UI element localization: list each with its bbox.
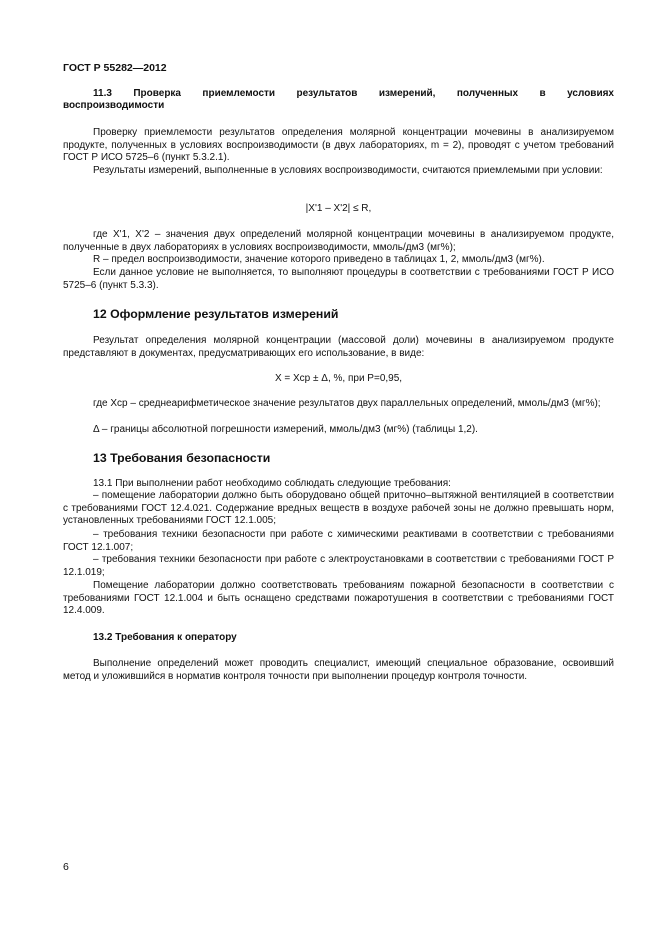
formula-explanation: R – предел воспроизводимости, значение которого приведено в таблицах 1, 2, ммоль/дм3 (мг%). <box>93 254 545 265</box>
paragraph: Если данное условие не выполняется, то выполняют процедуры в соответствии с требованиями ГОСТ Р ИСО 5725–6 (пункт 5.3.3). <box>63 267 614 291</box>
list-item: – помещение лаборатории должно быть оборудовано общей приточно–вытяжной вентиляцией в соответствии с требованиями ГОСТ 12.4.021. Содержание вредных веществ в воздухе рабочей зоны не должно превышать норм, установленных требованиями ГОСТ 12.1.005; <box>63 490 614 527</box>
formula-explanation: Δ – границы абсолютной погрешности измерений, ммоль/дм3 (мг%) (таблицы 1,2). <box>93 424 478 435</box>
paragraph: Результат определения молярной концентрации (массовой доли) мочевины в анализируемом продукте представляют в документах, предусматривающих его использование, в виде: <box>63 335 614 359</box>
paragraph: Выполнение определений может проводить специалист, имеющий специальное образование, освоивший метод и уложившийся в норматив контроля точности при выполнении процедур контроля точности. <box>63 658 614 682</box>
paragraph: Проверку приемлемости результатов определения молярной концентрации мочевины в анализируемом продукте, полученных в условиях воспроизводимости (в двух лабораториях, m = 2), проводят с учетом требований ГОСТ Р ИСО 5725–6 (пункт 5.3.2.1). <box>63 127 614 164</box>
formula-reproducibility: |X'1 – X'2| ≤ R, <box>305 203 372 214</box>
list-item: – требования техники безопасности при работе с химическими реактивами в соответствии с требованиями ГОСТ 12.1.007; <box>63 529 614 553</box>
document-id: ГОСТ Р 55282—2012 <box>63 62 167 74</box>
formula-explanation: где X'1, X'2 – значения двух определений молярной концентрации мочевины в анализируемом продукте, полученные в двух лабораториях в условиях воспроизводимости, ммоль/дм3 (мг%); <box>63 229 614 253</box>
list-item: – требования техники безопасности при работе с электроустановками в соответствии с требованиями ГОСТ Р 12.1.019; <box>63 554 614 578</box>
section-12-heading: 12 Оформление результатов измерений <box>93 307 339 321</box>
formula-explanation: где Xср – среднеарифметическое значение результатов двух параллельных определений, ммоль/дм3 (мг%); <box>93 398 601 409</box>
section-11-3-title-line1: 11.3 Проверка приемлемости результатов измерений, полученных в условиях <box>93 88 614 99</box>
formula-result: X = Xср ± Δ, %, при P=0,95, <box>274 373 403 384</box>
section-13-heading: 13 Требования безопасности <box>93 451 271 465</box>
page-number: 6 <box>63 861 69 873</box>
paragraph: Помещение лаборатории должно соответствовать требованиям пожарной безопасности в соответствии с требованиями ГОСТ 12.1.004 и быть оснащено средствами пожаротушения в соответствии с требованиями ГОСТ 12.4.009. <box>63 580 614 617</box>
paragraph: Результаты измерений, выполненные в условиях воспроизводимости, считаются приемлемыми при условии: <box>93 165 603 176</box>
section-13-2-heading: 13.2 Требования к оператору <box>93 632 237 643</box>
section-11-3-title-line2: воспроизводимости <box>63 100 165 111</box>
paragraph: 13.1 При выполнении работ необходимо соблюдать следующие требования: <box>93 478 451 489</box>
